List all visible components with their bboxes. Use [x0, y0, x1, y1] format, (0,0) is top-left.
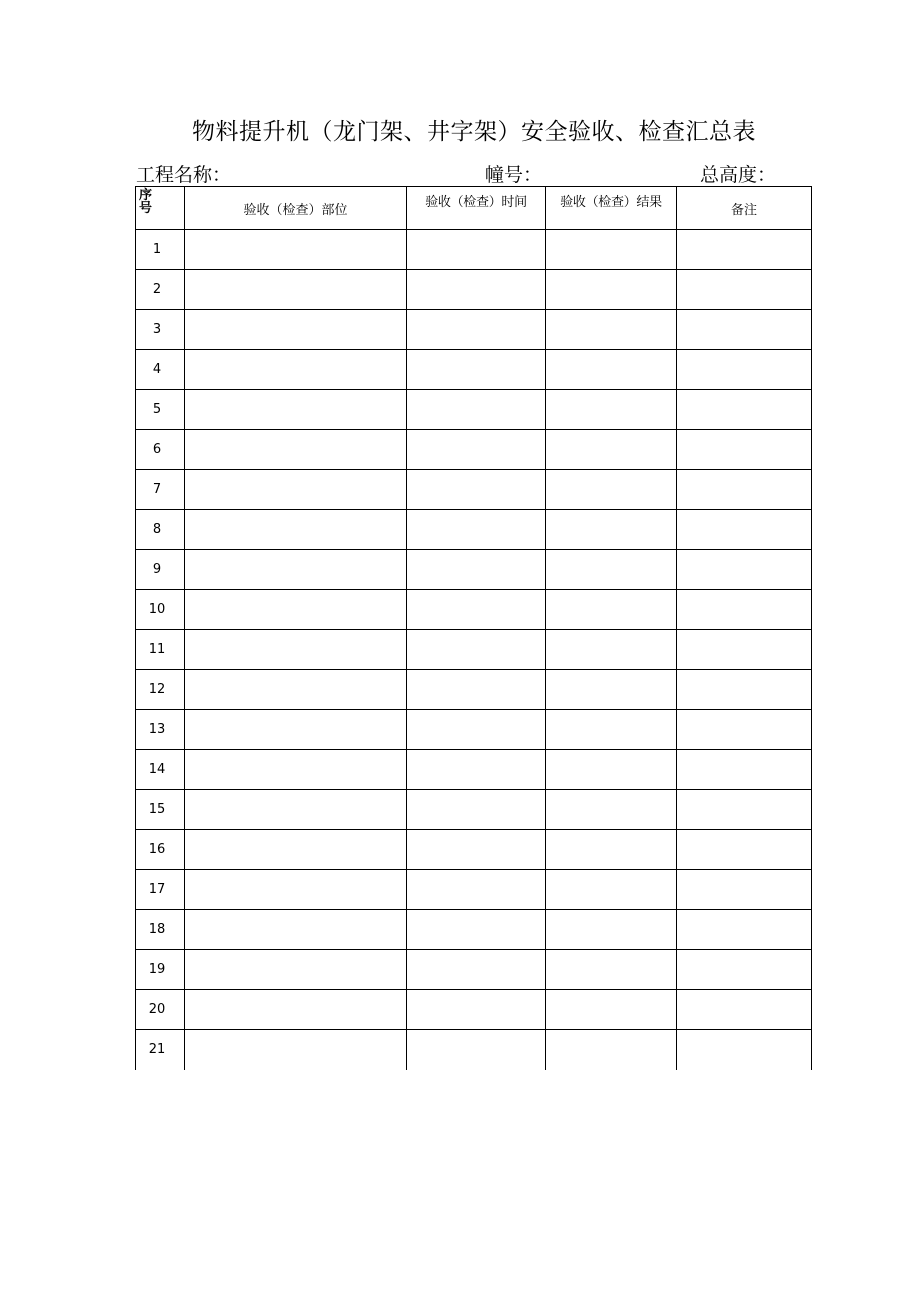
part-cell[interactable]: [185, 230, 407, 270]
time-cell[interactable]: [407, 710, 546, 750]
row-number: 9: [136, 550, 185, 590]
result-cell[interactable]: [546, 990, 677, 1030]
part-cell[interactable]: [185, 510, 407, 550]
row-number: 18: [136, 910, 185, 950]
row-number: 1: [136, 230, 185, 270]
part-cell[interactable]: [185, 470, 407, 510]
result-cell[interactable]: [546, 590, 677, 630]
result-cell[interactable]: [546, 230, 677, 270]
header-remark: 备注: [677, 187, 812, 230]
row-number: 2: [136, 270, 185, 310]
row-number: 3: [136, 310, 185, 350]
row-number: 7: [136, 470, 185, 510]
remark-cell[interactable]: [677, 390, 812, 430]
remark-cell[interactable]: [677, 710, 812, 750]
result-cell[interactable]: [546, 830, 677, 870]
table-row: [136, 430, 812, 470]
table-header-row: [136, 187, 812, 230]
time-cell[interactable]: [407, 910, 546, 950]
row-number: 6: [136, 430, 185, 470]
time-cell[interactable]: [407, 350, 546, 390]
time-cell[interactable]: [407, 590, 546, 630]
row-number: 4: [136, 350, 185, 390]
remark-cell[interactable]: [677, 870, 812, 910]
time-cell[interactable]: [407, 390, 546, 430]
row-number: 15: [136, 790, 185, 830]
time-cell[interactable]: [407, 230, 546, 270]
remark-cell[interactable]: [677, 790, 812, 830]
total-height-label: 总高度：: [700, 164, 777, 186]
time-cell[interactable]: [407, 310, 546, 350]
result-cell[interactable]: [546, 670, 677, 710]
table-row: [136, 630, 812, 670]
table-row: [136, 830, 812, 870]
remark-cell[interactable]: [677, 230, 812, 270]
part-cell[interactable]: [185, 590, 407, 630]
table-row: [136, 710, 812, 750]
result-cell[interactable]: [546, 430, 677, 470]
time-cell[interactable]: [407, 750, 546, 790]
building-number-label: 幢号：: [485, 164, 543, 186]
table-row: [136, 990, 812, 1030]
result-cell[interactable]: [546, 510, 677, 550]
part-cell[interactable]: [185, 910, 407, 950]
header-time: 验收（检查）时间: [407, 187, 546, 230]
result-cell[interactable]: [546, 790, 677, 830]
result-cell[interactable]: [546, 910, 677, 950]
result-cell[interactable]: [546, 1030, 677, 1070]
part-cell[interactable]: [185, 1030, 407, 1070]
table-row: [136, 390, 812, 430]
time-cell[interactable]: [407, 870, 546, 910]
remark-cell[interactable]: [677, 590, 812, 630]
remark-cell[interactable]: [677, 950, 812, 990]
time-cell[interactable]: [407, 510, 546, 550]
table-row: [136, 950, 812, 990]
table-row: [136, 1030, 812, 1070]
result-cell[interactable]: [546, 950, 677, 990]
row-number: 5: [136, 390, 185, 430]
result-cell[interactable]: [546, 750, 677, 790]
part-cell[interactable]: [185, 870, 407, 910]
remark-cell[interactable]: [677, 630, 812, 670]
result-cell[interactable]: [546, 710, 677, 750]
row-number: 19: [136, 950, 185, 990]
row-number: 8: [136, 510, 185, 550]
table-body: [136, 230, 812, 1070]
time-cell[interactable]: [407, 1030, 546, 1070]
time-cell[interactable]: [407, 950, 546, 990]
remark-cell[interactable]: [677, 1030, 812, 1070]
row-number: 21: [136, 1030, 185, 1070]
result-cell[interactable]: [546, 550, 677, 590]
time-cell[interactable]: [407, 990, 546, 1030]
part-cell[interactable]: [185, 390, 407, 430]
table-row: [136, 550, 812, 590]
table-row: [136, 470, 812, 510]
remark-cell[interactable]: [677, 470, 812, 510]
remark-cell[interactable]: [677, 510, 812, 550]
result-cell[interactable]: [546, 470, 677, 510]
row-number: 16: [136, 830, 185, 870]
row-number: 11: [136, 630, 185, 670]
row-number: 10: [136, 590, 185, 630]
row-number: 20: [136, 990, 185, 1030]
table-row: [136, 670, 812, 710]
remark-cell[interactable]: [677, 910, 812, 950]
result-cell[interactable]: [546, 390, 677, 430]
table-row: [136, 750, 812, 790]
document-title: 物料提升机（龙门架、井字架）安全验收、检查汇总表: [192, 119, 756, 145]
remark-cell[interactable]: [677, 430, 812, 470]
table-row: [136, 790, 812, 830]
part-cell[interactable]: [185, 270, 407, 310]
remark-cell[interactable]: [677, 350, 812, 390]
remark-cell[interactable]: [677, 310, 812, 350]
time-cell[interactable]: [407, 630, 546, 670]
row-number: 12: [136, 670, 185, 710]
time-cell[interactable]: [407, 470, 546, 510]
part-cell[interactable]: [185, 950, 407, 990]
time-cell[interactable]: [407, 430, 546, 470]
table-row: [136, 270, 812, 310]
result-cell[interactable]: [546, 350, 677, 390]
row-number: 14: [136, 750, 185, 790]
table-row: [136, 230, 812, 270]
header-result: 验收（检查）结果: [546, 187, 677, 230]
part-cell[interactable]: [185, 430, 407, 470]
part-cell[interactable]: [185, 350, 407, 390]
part-cell[interactable]: [185, 750, 407, 790]
table-row: [136, 910, 812, 950]
time-cell[interactable]: [407, 830, 546, 870]
part-cell[interactable]: [185, 990, 407, 1030]
table-row: [136, 590, 812, 630]
part-cell[interactable]: [185, 550, 407, 590]
part-cell[interactable]: [185, 630, 407, 670]
part-cell[interactable]: [185, 790, 407, 830]
remark-cell[interactable]: [677, 270, 812, 310]
time-cell[interactable]: [407, 670, 546, 710]
project-name-label: 工程名称：: [136, 164, 232, 186]
table-row: [136, 870, 812, 910]
row-number: 13: [136, 710, 185, 750]
part-cell[interactable]: [185, 710, 407, 750]
result-cell[interactable]: [546, 870, 677, 910]
part-cell[interactable]: [185, 670, 407, 710]
header-seq: 序号: [136, 187, 185, 230]
table-row: [136, 510, 812, 550]
time-cell[interactable]: [407, 550, 546, 590]
remark-cell[interactable]: [677, 670, 812, 710]
time-cell[interactable]: [407, 790, 546, 830]
result-cell[interactable]: [546, 270, 677, 310]
row-number: 17: [136, 870, 185, 910]
time-cell[interactable]: [407, 270, 546, 310]
part-cell[interactable]: [185, 830, 407, 870]
table-row: [136, 310, 812, 350]
remark-cell[interactable]: [677, 550, 812, 590]
table-row: [136, 350, 812, 390]
result-cell[interactable]: [546, 310, 677, 350]
remark-cell[interactable]: [677, 990, 812, 1030]
part-cell[interactable]: [185, 310, 407, 350]
result-cell[interactable]: [546, 630, 677, 670]
remark-cell[interactable]: [677, 830, 812, 870]
inspection-summary-table: [135, 186, 811, 1070]
header-part: 验收（检查）部位: [185, 187, 407, 230]
remark-cell[interactable]: [677, 750, 812, 790]
